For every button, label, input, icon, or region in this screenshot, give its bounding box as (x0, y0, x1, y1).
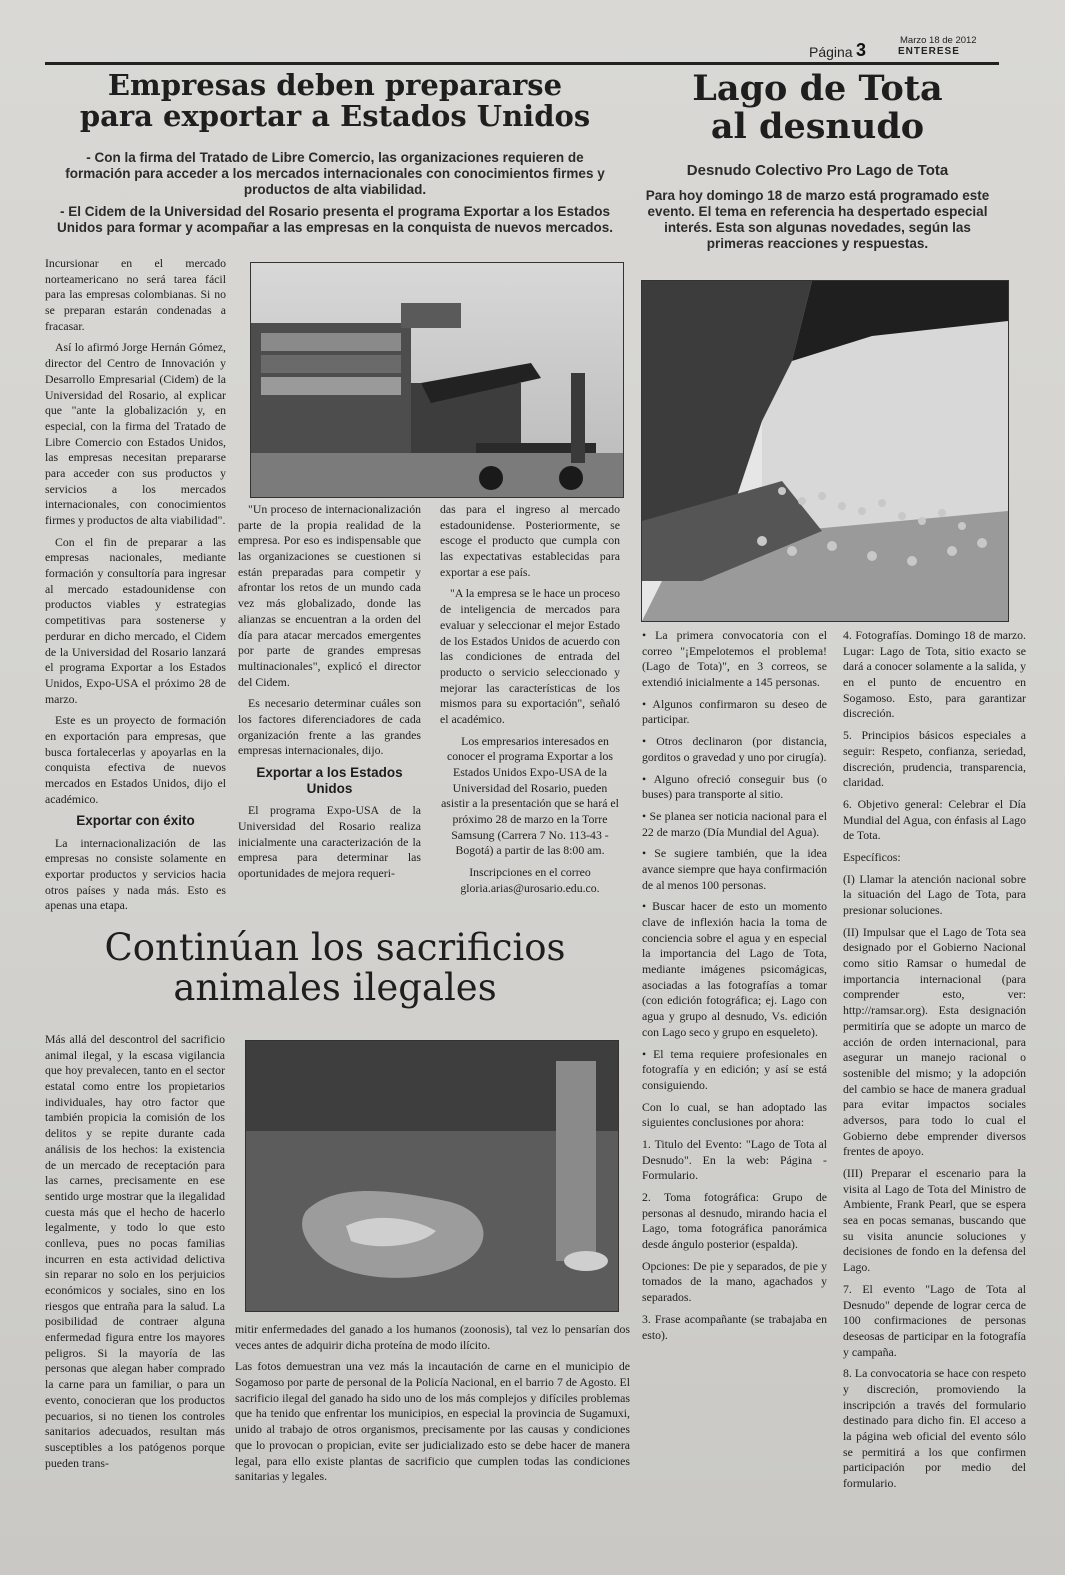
article2-column-right (843, 628, 1026, 1498)
list-item: 3. Frase acompañante (se trabajaba en esto). (642, 1311, 827, 1342)
paragraph: "Un proceso de internacionalización parte de la propia realidad de la empresa. Por eso es indispensable que las organizaciones se cuestionen si están preparadas para competir y afrontar los retos de un mundo cada vez más globalizado, donde las alianzas se encuentran a la orden del día para atacar mercados emergentes por parte de grandes empresas multinacionales", explicó el director del Cidem. (238, 502, 421, 689)
page-label: Página (809, 44, 853, 60)
paragraph: Así lo afirmó Jorge Hernán Gómez, director del Centro de Innovación y Desarrollo Empresarial (Cidem) de la Universidad del Rosario, al explicar que "ante la globalización y, en especial, con la firma del Tratado de Libre Comercio con Estados Unidos, las empresas necesitan prepararse para acceder con sus productos y servicios a los mercados internacionales, con conocimientos firmes y productos de alta viabilidad". (45, 340, 226, 527)
paragraph: Los empresarios interesados en conocer el programa Exportar a los Estados Unidos Expo-USA de la Universidad del Rosario, pueden asistir a la presentación que se hará el próximo 28 de marzo en la Torre Samsung (Carrera 7 No. 113-43 - Bogotá) a partir de las 8:00 am. (441, 733, 619, 858)
list-item: 6. Objetivo general: Celebrar el Día Mundial del Agua, con énfasis al Lago de Tota. (843, 796, 1026, 843)
article1-title-line2: para exportar a Estados Unidos (79, 99, 591, 134)
lake-nude-group-photo (641, 280, 1009, 622)
list-item: • Buscar hacer de esto un momento clave de inflexión hacia la toma de conciencia sobre el agua y en especial la importancia del Lago de Tota, mediante imágenes psicomágicas, asociadas a las fotografías a tomar (con edición fotográfica; ej. Lago con agua y grupo al desnudo, Vs. edición con Lago seco y grupo en esqueleto). (642, 899, 827, 1039)
article2-subtitle: Desnudo Colectivo Pro Lago de Tota (686, 162, 949, 179)
paragraph: Las fotos demuestran una vez más la incautación de carne en el municipio de Sogamoso por parte de personal de la Policía Nacional, en el barrio 7 de Agosto. El sacrificio ilegal del ganado ha sido uno de los más complejos y difíciles problemas que ha tenido que enfrentar los municipios, en especial la provincia de Sugamuxi, unido al trabajo de otros organismos, precisamente por las causas y condiciones que lo provocan o propician, evite ser judicializado esto se debe hacer de manera legal, para ello existe plantas de sacrificio que cumplen todas las condiciones sanitarias y legales. (235, 1359, 630, 1484)
paragraph: Incursionar en el mercado norteamericano no será tarea fácil para las empresas colombianas. Si no se preparan estarán condenadas a fracasar. (45, 256, 226, 333)
paragraph: mitir enfermedades del ganado a los humanos (zoonosis), tal vez lo pensarían dos veces antes de adquirir dicha proteína de modo ilícito. (235, 1322, 630, 1352)
list-item: • Se planea ser noticia nacional para el 22 de marzo (Día Mundial del Agua). (642, 808, 827, 839)
article2-title-line2: al desnudo (710, 105, 925, 147)
list-item: 8. La convocatoria se hace con respeto y discreción, promoviendo la inscripción a través del formulario destinado para dicho fin. El acceso a la página web oficial del evento sólo se permitirá a los que confirmen participación por medio del formulario. (843, 1366, 1026, 1491)
list-item: Opciones: De pie y separados, de pie y tomados de la mano, agachados y separados. (642, 1258, 827, 1305)
list-item: Con lo cual, se han adoptado las siguientes conclusiones por ahora: (642, 1099, 827, 1130)
article2-title (635, 70, 1000, 146)
list-item: (II) Impulsar que el Lago de Tota sea designado por el Gobierno Nacional como sitio Ramsar o humedal de importancia internacional (para comprender esto, ver: http://ramsar.org). Esta designación permitiría que se adopte un marco de acción de orden internacional, para asegurar un manejo racional o sostenible del mismo; y la adopción del cambio se hace de manera gradual para evitar impactos sociales adversos, para todo lo cual el Gobierno debe emprender diversos frentes de apoyo. (843, 924, 1026, 1159)
paragraph: Es necesario determinar cuáles son los factores diferenciadores de cada organización frente a las grandes empresas internacionales, dijo. (238, 696, 421, 758)
list-item: • Otros declinaron (por distancia, gorditos o gravedad y uno por cirugía). (642, 734, 827, 764)
article3-title-line2: animales ilegales (173, 965, 497, 1009)
section-heading: Exportar con éxito (76, 813, 195, 829)
page-number: 3 (856, 40, 867, 60)
article1-column-3 (440, 502, 620, 903)
list-item: • Alguno ofreció conseguir bus (o buses) para transporte al sitio. (642, 771, 827, 802)
seized-meat-photo (245, 1040, 619, 1312)
list-item: • Algunos confirmaron su deseo de participar. (642, 696, 827, 727)
list-item: 1. Titulo del Evento: "Lago de Tota al Desnudo". En la web: Página - Formulario. (642, 1136, 827, 1183)
paragraph: La internacionalización de las empresas no consiste solamente en exportar productos y servicios hacia otros países y nada más. Esto es apenas una etapa. (45, 835, 226, 913)
list-item: (III) Preparar el escenario para la visita al Lago de Tota del Ministro de Ambiente, Frank Pearl, que se espera sea en pocas semanas, buscando que su visita anuncie soluciones y decisiones de fondo en la defensa del Lago. (843, 1166, 1026, 1275)
article3-wide-text (235, 1322, 630, 1491)
list-item: 4. Fotografías. Domingo 18 de marzo. Lugar: Lago de Tota, sitio exacto se dará a conocer solamente a la salida, y en el punto de encuentro en Sogamoso. Esto, para garantizar discreción. (843, 628, 1026, 721)
article2-title-line1: Lago de Tota (692, 68, 943, 109)
section-label: ENTERESE (898, 46, 960, 57)
list-item: • El tema requiere profesionales en fotografía y en edición; y así se está consiguiendo. (642, 1046, 827, 1092)
list-item: 2. Toma fotográfica: Grupo de personas al desnudo, mirando hacia el Lago, toma fotográfica panorámica desde ángulo posterior (espalda). (642, 1190, 827, 1252)
paragraph: Este es un proyecto de formación en exportación para empresas, que busca fortalecerlas y apoyarlas en la conquista efectiva de nuevos mercados en Estados Unidos, dijo el académico. (45, 713, 226, 806)
meat-image (246, 1041, 618, 1311)
header-date: Marzo 18 de 2012 (900, 35, 977, 46)
list-item: Específicos: (843, 849, 901, 864)
article3-column-left (45, 1032, 225, 1477)
article3-title (45, 928, 625, 1008)
list-item: • La primera convocatoria con el correo "¡Empelotemos el problema! (Lago de Tota)", en 3 correos, se extendió inicialmente a 145 personas. (642, 628, 827, 690)
article2-column-left (642, 628, 827, 1349)
paragraph: Con el fin de preparar a las empresas nacionales, mediante formación y consultoría para ingresar al mercado estadounidense con productos viables y estrategias competitivas para sostenerse y perdurar en dicho mercado, el Cidem de la Universidad del Rosario lanzará el programa Exportar a los Estados Unidos, Expo-USA el próximo 28 de marzo. (45, 534, 226, 706)
email-text: Inscripciones en el correo gloria.arias@urosario.edu.co. (460, 865, 600, 895)
article1-column-1 (45, 256, 226, 920)
list-item: 7. El evento "Lago de Tota al Desnudo" depende de lograr cerca de 100 confirmaciones de personas deseosas de participar en la fotografía y campaña. (843, 1281, 1026, 1359)
port-crane-image (251, 263, 623, 497)
section-heading: Exportar a los Estados Unidos (256, 765, 403, 797)
lake-image (642, 281, 1008, 621)
article2-intro: Para hoy domingo 18 de marzo está programado este evento. El tema en referencia ha despertado especial interés. Esta son algunas novedades, según las primeras reacciones y respuestas. (645, 188, 990, 251)
paragraph: das para el ingreso al mercado estadounidense. Posteriormente, se escoge el producto que cumpla con las expectativas establecidas para exportar a ese país. (440, 502, 620, 579)
port-crane-photo (250, 262, 624, 498)
paragraph: Más allá del descontrol del sacrificio animal ilegal, y la escasa vigilancia que hoy prevalecen, tanto en el sector estatal como entre los propietarios individuales, hay otro factor que también propicia la comisión de los delitos y se repite durante cada análisis de los hechos: la existencia de un mercado de receptación para las carnes, precisamente en ese sentido urge mostrar que la ilegalidad cuesta más que el hecho de hacerlo legalmente, y todo lo que esto conlleva, pues no pocas familias incurren en esta actividad delictiva sin reparar no solo en los perjuicios económicos y sociales, sino en los riesgos que entraña para la salud. La posibilidad de contraer alguna enfermedad figura entre los mayores peligros. Si la mayoría de las personas que alegan haber comprado la carne para un familiar, o para un evento, conocieran que los productos pecuarios, si no tienen los controles sanitarios adecuados, resultan más susceptibles a los patógenos porque pueden trans- (45, 1032, 225, 1470)
header-rule (45, 62, 999, 65)
article1-subhead-2: - El Cidem de la Universidad del Rosario presenta el programa Exportar a los Estados Unidos para formar y acompañar a las empresas en la conquista de nuevos mercados. (57, 204, 613, 235)
article1-subhead-1: - Con la firma del Tratado de Libre Comercio, las organizaciones requieren de formación para acceder a los mercados internacionales con conocimientos firmes y productos de alta viabilidad. (65, 150, 605, 197)
list-item: • Se sugiere también, que la idea avance siempre que haya confirmación de al menos 100 personas. (642, 846, 827, 892)
paragraph: El programa Expo-USA de la Universidad del Rosario realiza inicialmente una caracterización de la empresa para determinar las oportunidades de mejora requeri- (238, 803, 421, 881)
article1-title-line1: Empresas deben prepararse (107, 68, 563, 102)
list-item: 5. Principios básicos especiales a seguir: Respeto, confianza, seriedad, discreción, prudencia, transparencia, claridad. (843, 728, 1026, 790)
article1-title (45, 70, 625, 133)
article1-column-2 (238, 502, 421, 888)
paragraph: "A la empresa se le hace un proceso de inteligencia de mercados para evaluar y seleccionar el mejor Estado de los Estados Unidos de acuerdo con las condiciones de entrada del producto o servicio seleccionado y mejorar las características de los mismos para su exportación", señaló el académico. (440, 586, 620, 726)
article3-title-line1: Continúan los sacrificios (104, 926, 566, 969)
list-item: (I) Llamar la atención nacional sobre la situación del Lago de Tota, para presionar soluciones. (843, 871, 1026, 917)
